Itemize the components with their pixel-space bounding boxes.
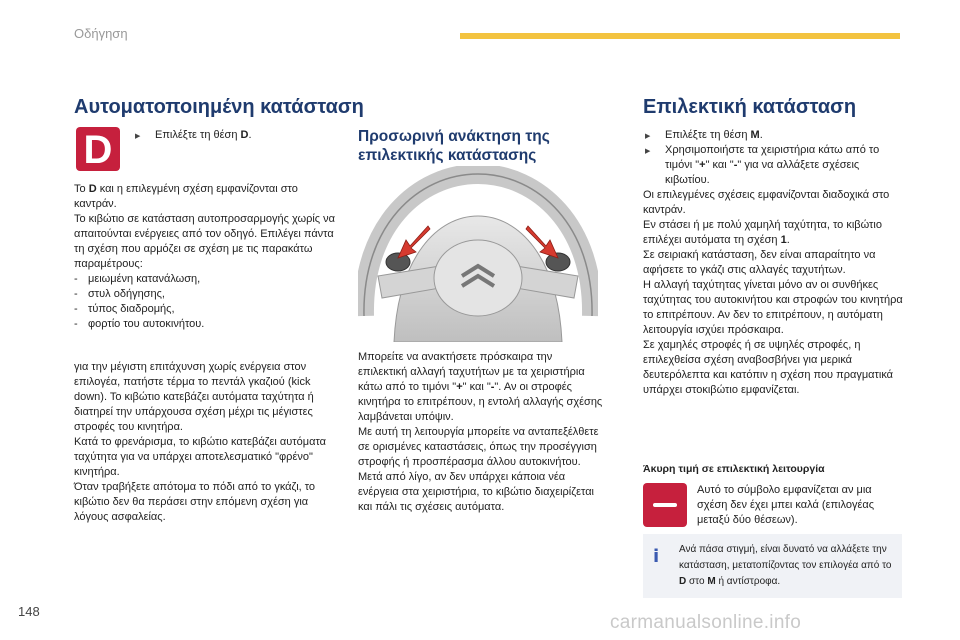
para-first-gear: Εν στάσει ή με πολύ χαμηλή ταχύτητα, το κιβώτιο επιλέχει αυτόματα τη σχέση 1. — [643, 219, 882, 246]
param-list — [74, 272, 336, 332]
para-no-lift: Σε σειριακή κατάσταση, δεν είναι απαραίτητο να αφήσετε το γκάζι στις αλλαγές ταχυτήτων. — [643, 249, 876, 276]
invalid-gear-minus-icon — [643, 483, 687, 527]
page-number: 148 — [18, 604, 40, 619]
para-paddles: Μπορείτε να ανακτήσετε πρόσκαιρα την επιλεκτική αλλαγή ταχυτήτων με τα χειριστήρια κάτω από το τιμόνι "+" και "-". Αν οι στροφές κινητήρα το επιτρέπουν, η εντολή αλλαγής σχέσης λαμβάνεται υπόψιν. — [358, 351, 603, 423]
d-mode-badge-icon: D — [76, 127, 120, 171]
para-adaptive: Το κιβώτιο σε κατάσταση αυτοπροσαρμογής χωρίς να απαιτούνται ενέργειες από τον οδηγό. Επιλέγει πάντα τη σχέση που αρμόζει σε σχέση με τις παρακάτω παραμέτρους: — [74, 213, 335, 270]
para-conditions: Η αλλαγή ταχύτητας γίνεται μόνο αν οι συνθήκες ταχύτητας του αυτοκινήτου και στροφών του κινητήρα το επιτρέπουν. Αν δεν το επιτρέπουν, η αυτόματη λειτουργία ισχύει πρόσκαιρα. — [643, 279, 903, 336]
select-d-instruction: ▶ Επιλέξτε τη θέση D. — [133, 128, 333, 143]
temporary-manual-body — [358, 350, 604, 515]
para-braking: Κατά το φρενάρισμα, το κιβώτιο κατεβάζει αυτόματα ταχύτητα για να υπάρχει αποτελεσματικό "φρένο" κινητήρα. — [74, 436, 327, 478]
list-item: - στυλ οδήγησης, — [74, 287, 336, 302]
invalid-value-subheading: Άκυρη τιμή σε επιλεκτική λειτουργία — [643, 463, 825, 475]
select-m-instruction: ▶ Επιλέξτε τη θέση M. — [643, 128, 905, 143]
para-flashing: Σε χαμηλές στροφές ή σε υψηλές στροφές, η επιλεχθείσα σχέση αναβοσβήνει για μερικά δευτερόλεπτα και κατόπιν η σχέση που πραγματικά υπάρχει στοκιβώτιο εμφανίζεται. — [643, 339, 894, 396]
automatic-mode-title: Αυτοματοποιημένη κατάσταση — [74, 96, 364, 118]
header-accent-bar — [460, 33, 900, 39]
automatic-mode-details — [74, 360, 336, 525]
para-situations: Με αυτή τη λειτουργία μπορείτε να ανταπεξέλθετε σε ορισμένες καταστάσεις, όπως την προσέγγιση στροφής ή προσπέρασμα άλλου αυτοκινήτου. — [358, 426, 599, 468]
temporary-manual-title: Προσωρινή ανάκτηση της επιλεκτικής κατάστασης — [358, 128, 550, 164]
use-paddles-instruction: ▶ Χρησιμοποιήστε τα χειριστήρια κάτω από το τιμόνι "+" και "-" για να αλλάξετε σχέσεις κιβωτίου. — [643, 143, 905, 188]
selective-mode-body — [643, 128, 905, 398]
list-item: - μειωμένη κατανάλωση, — [74, 272, 336, 287]
list-item: - φορτίο του αυτοκινήτου. — [74, 317, 336, 332]
steering-wheel-paddles-illustration — [358, 166, 598, 342]
info-icon: i — [653, 546, 660, 567]
para-revert: Μετά από λίγο, αν δεν υπάρχει κάποια νέα ενέργεια στα χειριστήρια, το κιβώτιο διαχειρίζεται και πάλι τις σχέσεις αυτόματα. — [358, 471, 594, 513]
para-lift-off: Όταν τραβήξετε απότομα το πόδι από το γκάζι, το κιβώτιο δεν θα περάσει στην επόμενη σχέση για λόγους ασφαλείας. — [74, 481, 316, 523]
invalid-gear-text: Αυτό το σύμβολο εμφανίζεται αν μια σχέση δεν έχει μπει καλά (επιλογέας μεταξύ δύο θέσεων). — [697, 484, 875, 526]
info-text: Ανά πάσα στιγμή, είναι δυνατό να αλλάξετε την κατάσταση, μετατοπίζοντας τον επιλογέα από το D στο M ή αντίστροφα. — [679, 544, 892, 587]
para-display-gears: Οι επιλεγμένες σχέσεις εμφανίζονται διαδοχικά στο καντράν. — [643, 189, 890, 216]
watermark: carmanualsonline.info — [610, 612, 802, 633]
section-title: Οδήγηση — [74, 26, 128, 41]
para-kickdown: για την μέγιστη επιτάχυνση χωρίς ενέργεια στον επιλογέα, πατήστε τέρμα το πεντάλ γκαζιού (kick down). Το κιβώτιο κατεβάζει αυτόματα ταχύτητα ή διατηρεί την υπάρχουσα σχέση μέχρι τις μέγιστες στροφές του κινητήρα. — [74, 361, 314, 433]
info-box — [643, 534, 902, 598]
automatic-mode-body — [74, 182, 336, 332]
list-item: - τύπος διαδρομής, — [74, 302, 336, 317]
selective-mode-title: Επιλεκτική κατάσταση — [643, 96, 857, 118]
para-display: Το D και η επιλεγμένη σχέση εμφανίζονται στο καντράν. — [74, 183, 298, 210]
